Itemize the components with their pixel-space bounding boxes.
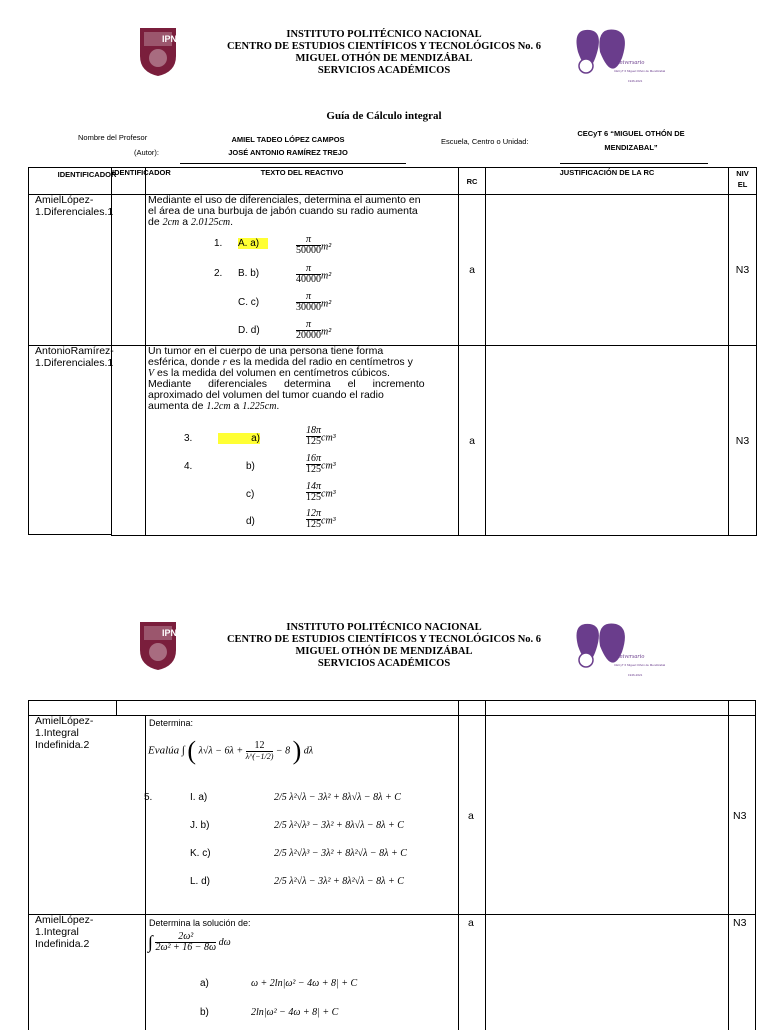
q3-ident-3: Indefinida.2 — [35, 739, 90, 751]
q3-opt-c-value: 2/5 λ²√λ³ − 3λ² + 8λ²√λ − 8λ + C — [274, 848, 407, 859]
svg-text:CECyT 6 Miguel Othón de Mendiz: CECyT 6 Miguel Othón de Mendizabal — [614, 663, 666, 667]
q4-prompt: Determina la solución de: — [149, 918, 251, 928]
q2-ident-cell — [112, 346, 146, 536]
q1-option-c — [238, 297, 259, 308]
q4-expression — [148, 932, 231, 953]
q2-opt-a-num: 3. — [184, 433, 193, 444]
svg-text:CECyT 6 Miguel Othón de Mendiz: CECyT 6 Miguel Othón de Mendizabal — [614, 69, 666, 73]
q2-text-2b: r — [222, 357, 227, 368]
q2-opt-d-value — [306, 509, 336, 530]
header2-line-1: INSTITUTO POLITÉCNICO NACIONAL — [286, 622, 482, 633]
q4-option-a — [200, 978, 209, 989]
q2-opt-b-num: 4. — [184, 461, 193, 472]
q2-opt-c-numer: 14π — [306, 481, 322, 492]
q2-text-1: Un tumor en el cuerpo de una persona tiene forma — [148, 345, 384, 357]
q2-text-2a: esférica, donde — [148, 356, 220, 368]
q1-opt-b-value — [296, 264, 331, 285]
col-nivel-2: EL — [737, 180, 748, 189]
q3-option-c — [190, 848, 211, 859]
svg-text:Aniversario: Aniversario — [616, 60, 645, 66]
q4-int: ∫ — [148, 932, 153, 952]
q4-opt-b-value: 2ln|ω² − 4ω + 8| + C — [251, 1007, 339, 1018]
q4-opt-b-label: b) — [200, 1007, 209, 1018]
q4-option-b — [200, 1007, 209, 1018]
header-line-1: INSTITUTO POLITÉCNICO NACIONAL — [286, 29, 482, 40]
q1-opt-d-unit: m² — [321, 326, 332, 338]
anniversary-logo-2 — [570, 616, 666, 680]
q2-opt-b-frac — [306, 454, 321, 475]
q1-text-1: Mediante el uso de diferenciales, determina el aumento en — [148, 194, 421, 206]
q1-opt-a-unit: m² — [321, 241, 332, 253]
q2-nivel: N3 — [729, 346, 757, 536]
prof-name-2: JOSÉ ANTONIO RAMÍREZ TREJO — [228, 148, 348, 157]
svg-text:Aniversario: Aniversario — [616, 654, 645, 660]
q1-ident-1: AmielLópez- — [35, 194, 94, 206]
table1-left-row1 — [28, 194, 111, 195]
school-name-2: MENDIZABAL” — [604, 143, 658, 152]
q3-opt-d-value: 2/5 λ²√λ − 3λ² + 8λ²√λ − 8λ + C — [274, 876, 404, 887]
q2-opt-d-label: d) — [246, 516, 255, 527]
q1-text — [146, 195, 459, 228]
q2-option-a — [184, 433, 260, 444]
col-rc: RC — [459, 168, 486, 195]
prof-underline — [180, 163, 406, 164]
q1-opt-b-numer: π — [305, 263, 311, 274]
header-line-3: MIGUEL OTHÓN DE MENDIZÁBAL — [295, 53, 473, 64]
q2-text-6e: . — [276, 400, 280, 412]
q1-option-d — [238, 325, 260, 336]
q4-opt-a-value: ω + 2ln|ω² − 4ω + 8| + C — [251, 978, 358, 989]
q3-ident-2: 1.Integral — [35, 727, 79, 739]
q1-opt-b-denom: 40000 — [296, 274, 321, 285]
q2-opt-a-numer: 18π — [306, 425, 322, 436]
q1-opt-b-num: 2. — [214, 268, 223, 279]
q3-expr-frac-num: 12 — [254, 739, 265, 751]
q2-text-6d: 1.225cm — [242, 401, 277, 412]
q3-opt-b-value: 2/5 λ²√λ³ − 3λ² + 8λ√λ − 8λ + C — [274, 820, 404, 831]
q3-num: 5. — [144, 792, 153, 803]
q2-text-4: Mediante diferenciales determina el incremento — [148, 378, 425, 390]
q1-opt-b-label: B. b) — [238, 268, 260, 279]
q2-opt-b-value — [306, 454, 336, 475]
prof-label: Nombre del Profesor — [78, 133, 148, 142]
q2-ident-2: 1.Diferenciales.1 — [35, 357, 114, 369]
q1-opt-b-unit: m² — [321, 270, 332, 282]
q2-text-6b: 1.2cm — [206, 401, 231, 412]
q4-opt-a-label: a) — [200, 978, 209, 989]
q4-ident-2: 1.Integral — [35, 926, 79, 938]
q2-text-3b: es la medida del volumen en centímetros cúbicos. — [157, 367, 390, 379]
q2-opt-a-denom: 125 — [306, 436, 321, 447]
q3-opt-c-label: K. c) — [190, 848, 211, 859]
anniversary-logo — [570, 22, 666, 86]
q1-text-3d: 2.0125cm — [190, 217, 231, 228]
q1-opt-c-numer: π — [305, 291, 311, 302]
q2-text-5: aproximado del volumen del tumor cuando el radio — [148, 389, 384, 401]
q3-expr-b: λ√λ − 6λ + — [198, 745, 244, 757]
q3-option-d — [190, 876, 210, 887]
svg-text:IPN: IPN — [162, 628, 178, 638]
q2-opt-c-label: c) — [246, 489, 255, 500]
reactivos-table-2 — [28, 700, 756, 1030]
q4-ident-3: Indefinida.2 — [35, 938, 90, 950]
q1-just-cell — [486, 195, 729, 346]
q1-opt-c-frac — [296, 292, 321, 313]
q1-nivel: N3 — [729, 195, 757, 346]
svg-text:1946-2021: 1946-2021 — [628, 673, 643, 677]
q1-opt-d-numer: π — [305, 319, 311, 330]
header2-line-4: SERVICIOS ACADÉMICOS — [317, 658, 451, 669]
q1-opt-c-value — [296, 292, 331, 313]
q1-opt-c-unit: m² — [321, 298, 332, 310]
q1-text-3e: . — [230, 216, 234, 228]
q4-ident-1: AmielLópez- — [35, 914, 94, 926]
q1-opt-a-numer: π — [305, 234, 311, 245]
q2-opt-b-unit: cm³ — [321, 460, 336, 472]
school-name-1: CECyT 6 “MIGUEL OTHÓN DE — [577, 129, 685, 138]
header2-line-2: CENTRO DE ESTUDIOS CIENTÍFICOS Y TECNOLÓGICOS No. 6 — [226, 634, 542, 645]
q2-opt-c-frac — [306, 482, 321, 503]
q2-option-c — [246, 489, 254, 500]
col-identificador: IDENTIFICADOR — [112, 168, 146, 195]
q1-opt-a-label: A. a) — [238, 238, 268, 249]
svg-text:IPN: IPN — [162, 34, 178, 44]
q2-opt-c-denom: 125 — [306, 492, 321, 503]
school-underline — [560, 163, 708, 164]
q1-opt-d-denom: 20000 — [296, 330, 321, 341]
q2-opt-b-label: b) — [246, 461, 255, 472]
q4-nivel: N3 — [733, 917, 747, 929]
q3-option-b — [190, 820, 209, 831]
q1-opt-a-denom: 50000 — [296, 245, 321, 256]
q1-text-2: el área de una burbuja de jabón cuando su radio aumenta — [148, 205, 418, 217]
q2-opt-a-frac — [306, 426, 321, 447]
q3-ident-1: AmielLópez- — [35, 715, 94, 727]
q2-opt-d-frac — [306, 509, 321, 530]
header-line-4: SERVICIOS ACADÉMICOS — [317, 65, 451, 76]
q1-opt-a-value — [296, 235, 331, 256]
q1-option-b — [214, 268, 259, 279]
q2-text — [146, 346, 459, 412]
q2-opt-b-denom: 125 — [306, 464, 321, 475]
q3-nivel: N3 — [733, 810, 747, 822]
q2-opt-a-unit: cm³ — [321, 432, 336, 444]
q1-opt-a-num: 1. — [214, 238, 223, 249]
q2-option-b — [184, 461, 255, 472]
q2-opt-d-numer: 12π — [306, 508, 322, 519]
q3-opt-d-label: L. d) — [190, 876, 211, 887]
q3-option-a — [190, 792, 207, 803]
header2-line-3: MIGUEL OTHÓN DE MENDIZÁBAL — [295, 646, 473, 657]
q1-opt-c-denom: 30000 — [296, 302, 321, 313]
q2-text-2c: es la medida del radio en centímetros y — [229, 356, 413, 368]
q1-opt-d-frac — [296, 320, 321, 341]
autor-label: (Autor): — [134, 148, 160, 157]
document-title: Guía de Cálculo integral — [326, 110, 442, 122]
prof-name-1: AMIEL TADEO LÓPEZ CAMPOS — [231, 135, 345, 144]
q4-frac-num: 2ω² — [178, 931, 194, 942]
q2-opt-c-unit: cm³ — [321, 488, 336, 500]
q2-text-6c: a — [233, 400, 240, 412]
q2-ident-1: AntonioRamírez- — [35, 345, 114, 357]
q3-opt-a-label: I. a) — [190, 792, 208, 803]
q1-opt-c-label: C. c) — [238, 297, 260, 308]
q3-opt-b-label: J. b) — [190, 820, 210, 831]
q1-opt-d-value — [296, 320, 331, 341]
q3-expr-c: − 8 — [275, 745, 291, 757]
col-texto: TEXTO DEL REACTIVO — [146, 168, 459, 195]
q2-opt-d-unit: cm³ — [321, 515, 336, 527]
q3-expr-frac — [246, 741, 274, 762]
q1-option-a — [214, 238, 268, 249]
q1-text-3b: 2cm — [162, 217, 180, 228]
q4-frac-den: 2ω² + 16 − 8ω — [155, 942, 217, 953]
q3-expr-a: Evalúa ∫ — [148, 744, 185, 757]
q2-text-3a: V — [148, 368, 155, 379]
q2-text-6a: aumenta de — [148, 400, 204, 412]
svg-text:1946-2021: 1946-2021 — [628, 79, 643, 83]
q3-expr-d: dλ — [303, 745, 314, 757]
q3-prompt: Determina: — [149, 718, 194, 728]
col-nivel-1: NIV — [736, 169, 749, 178]
q3-rc: a — [468, 810, 474, 822]
q2-rc: a — [459, 346, 486, 536]
header-line-2: CENTRO DE ESTUDIOS CIENTÍFICOS Y TECNOLÓGICOS No. 6 — [226, 41, 542, 52]
q3-opt-a-value: 2/5 λ²√λ − 3λ² + 8λ√λ − 8λ + C — [274, 792, 401, 803]
q4-dw: dω — [218, 936, 231, 948]
q4-frac — [155, 932, 216, 953]
q3-expression: Evalúa ∫ ( λ√λ − 6λ + $\frac{12}{\lambda\^{}(-1/2)}$ − 8 ) dλ — [148, 736, 314, 765]
q4-rc: a — [468, 917, 474, 929]
q2-opt-c-value — [306, 482, 336, 503]
q1-ident-header: IDENTIFICADOR — [57, 170, 117, 179]
q1-rc: a — [459, 195, 486, 346]
q2-opt-d-denom: 125 — [306, 519, 321, 530]
q2-option-d — [246, 516, 255, 527]
q1-opt-b-frac — [296, 264, 321, 285]
q3-expr-frac-den: λ^(−1/2) — [245, 751, 274, 761]
q1-text-3c: a — [182, 216, 189, 228]
col-justificacion: JUSTIFICACIÓN DE LA RC — [486, 168, 729, 195]
q1-ident-cell — [112, 195, 146, 346]
q2-opt-a-label: a) — [218, 433, 260, 444]
q1-opt-a-frac — [296, 235, 321, 256]
q1-ident-2: 1.Diferenciales.1 — [35, 206, 114, 218]
q2-opt-b-numer: 16π — [306, 453, 322, 464]
col-nivel — [729, 168, 757, 195]
school-label: Escuela, Centro o Unidad: — [441, 137, 529, 146]
q1-opt-d-label: D. d) — [238, 325, 260, 336]
q1-text-3a: de — [148, 216, 160, 228]
q2-just-cell — [486, 346, 729, 536]
q2-opt-a-value — [306, 426, 336, 447]
